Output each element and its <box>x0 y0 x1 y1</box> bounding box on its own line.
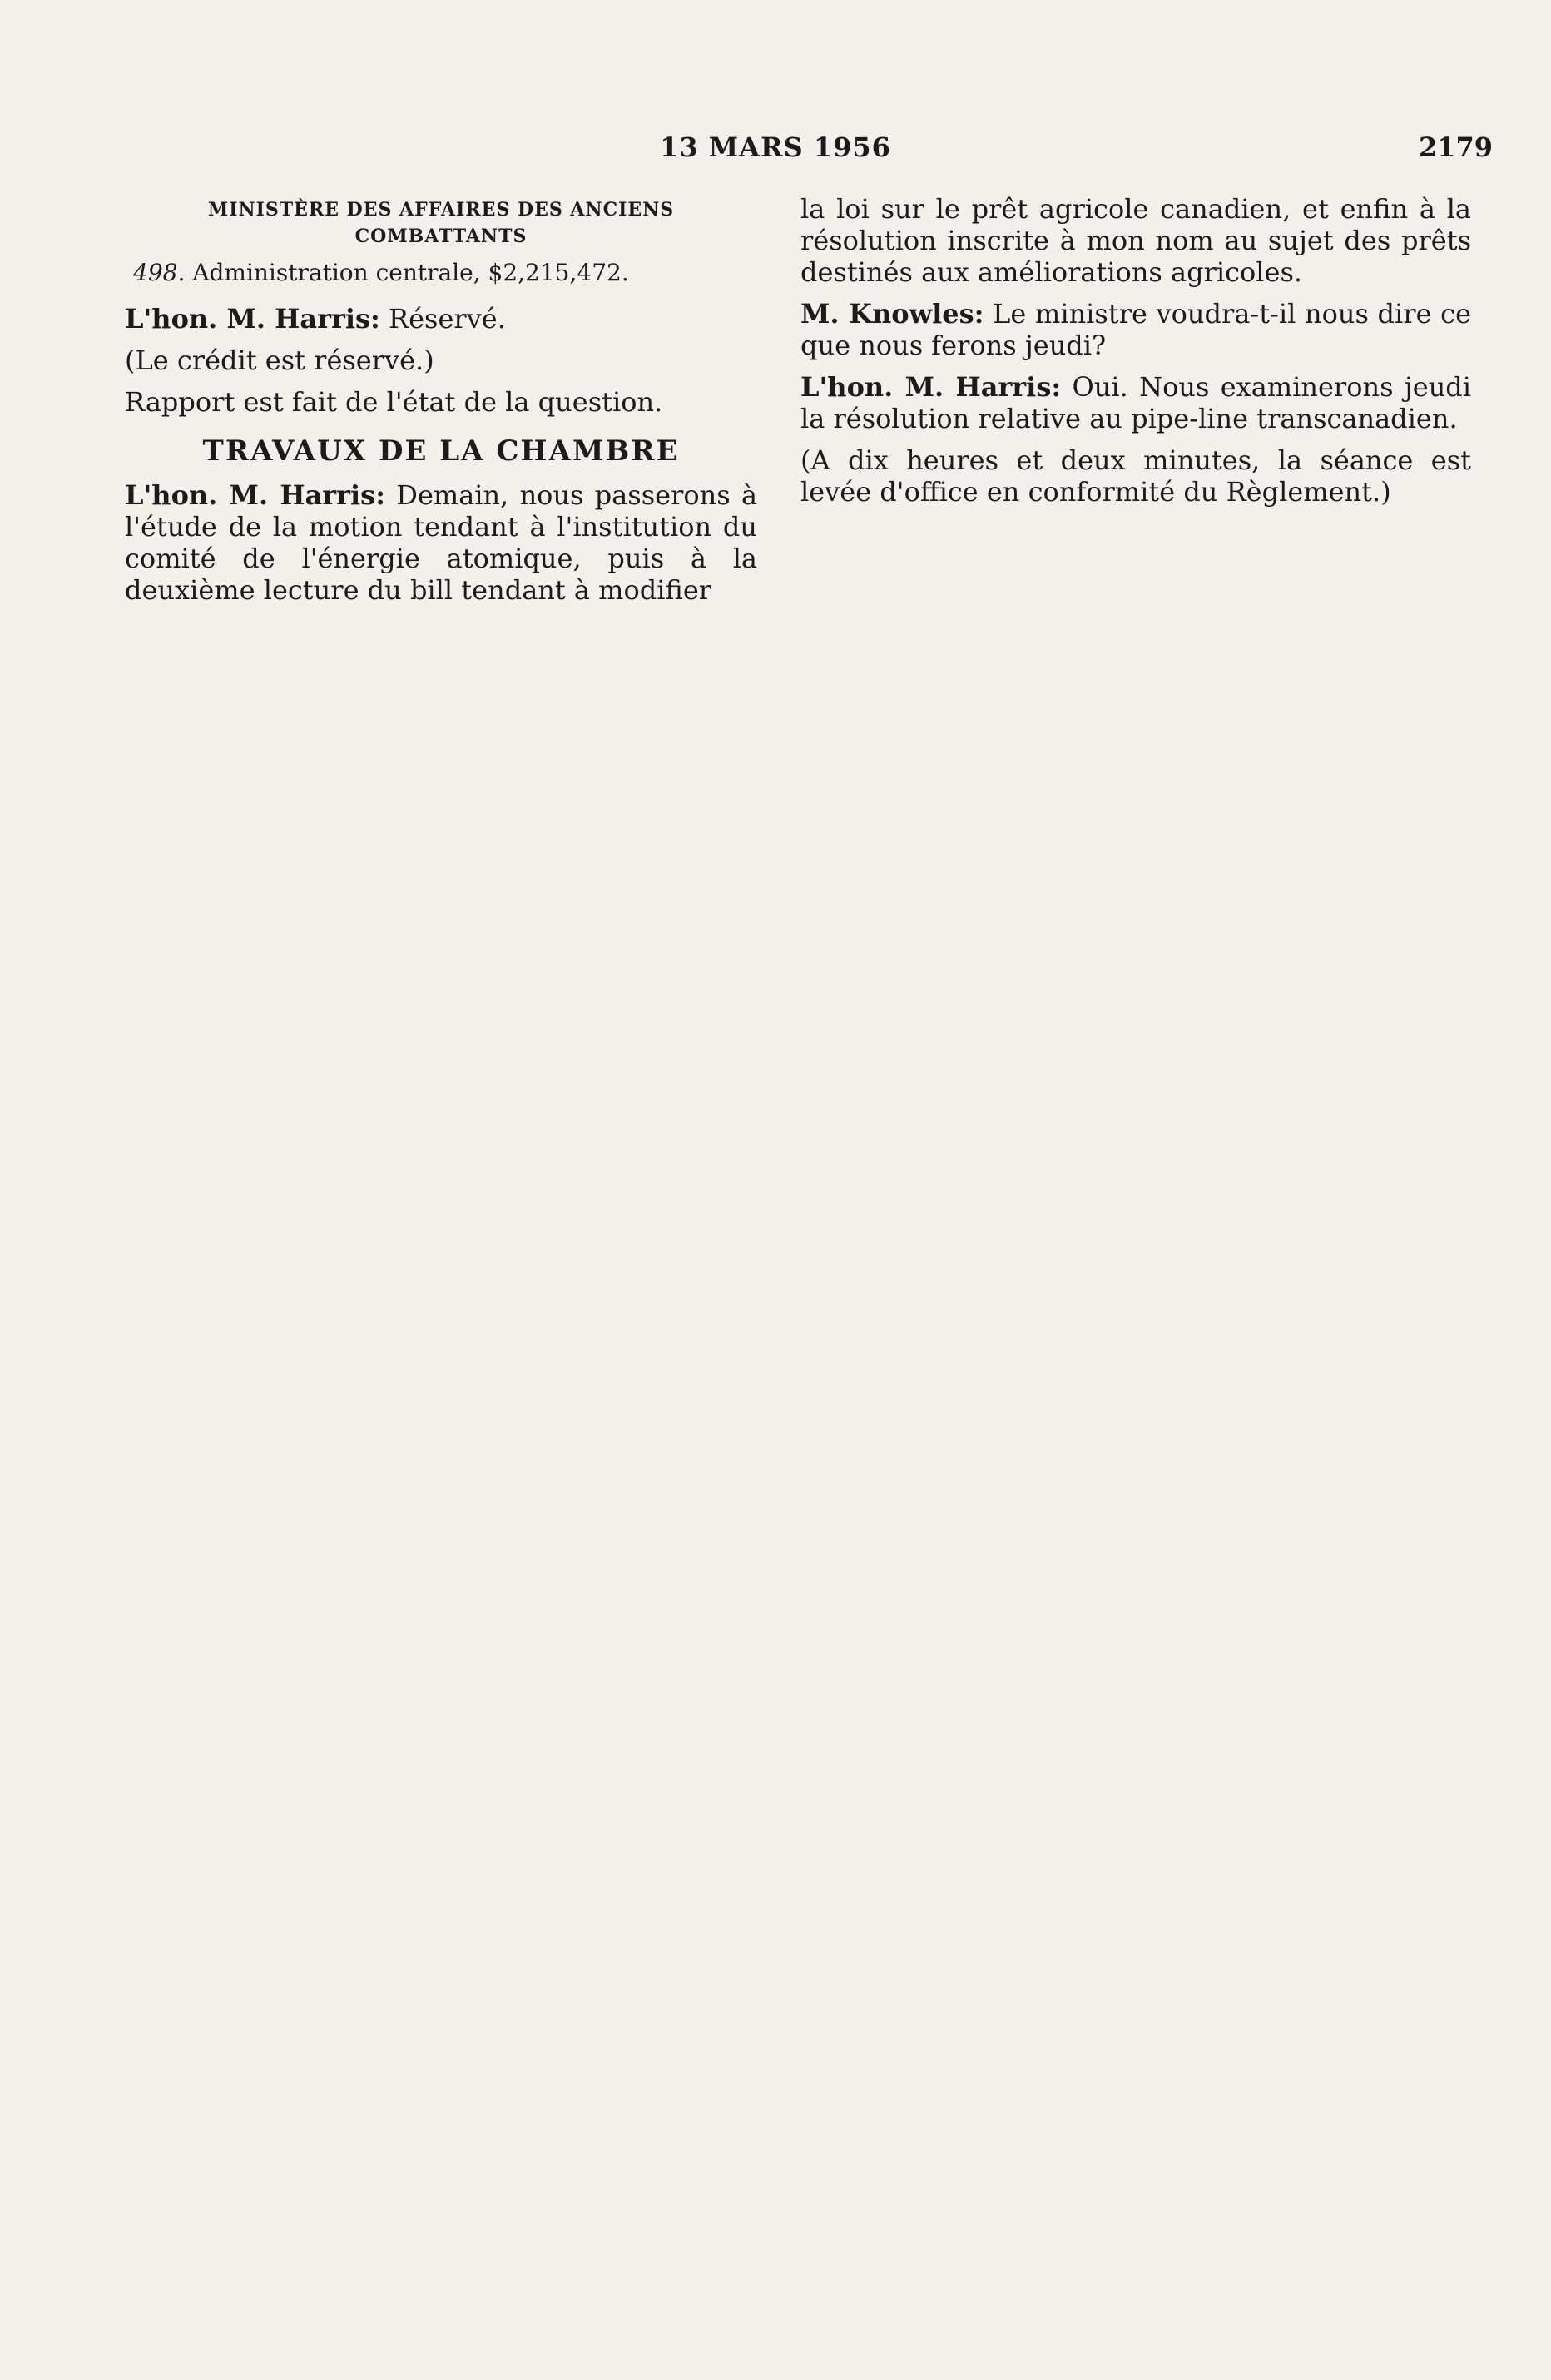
budget-item <box>133 258 757 288</box>
speech-text: Demain, nous passerons à l'étude de la motion tendant à l'institution du comité de l'énergie atomique, puis à la deuxième lecture du bill tendant à modifier <box>125 479 758 606</box>
report-line: Rapport est fait de l'état de la question. <box>125 386 663 418</box>
page-number: 2179 <box>1418 131 1493 163</box>
closing-note: (A dix heures et deux minutes, la séance est levée d'office en conformité du Règlement.) <box>800 444 1471 508</box>
running-header <box>0 131 1551 170</box>
ministry-heading: MINISTÈRE DES AFFAIRES DES ANCIENS COMBATTANTS <box>207 199 675 247</box>
speech-paragraph <box>125 479 757 606</box>
section-heading: TRAVAUX DE LA CHAMBRE <box>202 434 680 468</box>
speaker-name: L'hon. M. Harris: <box>125 479 386 511</box>
item-number: 498. <box>133 259 186 286</box>
speech-paragraph <box>125 303 757 335</box>
header-date: 13 MARS 1956 <box>660 131 891 163</box>
speech-text: Réservé. <box>389 303 506 335</box>
speech-text: Le ministre voudra-t-il nous dire ce que nous ferons jeudi? <box>800 298 1472 361</box>
speaker-name: L'hon. M. Harris: <box>125 303 380 335</box>
continuation-paragraph: la loi sur le prêt agricole canadien, et enfin à la résolution inscrite à mon nom au sujet des prêts destinés aux améliorations agricoles. <box>800 193 1471 288</box>
bleed-through-texture <box>799 583 1481 2247</box>
speech-paragraph <box>800 298 1471 361</box>
procedural-note: (Le crédit est réservé.) <box>125 345 434 376</box>
right-column <box>800 193 1471 518</box>
speaker-name: L'hon. M. Harris: <box>800 371 1062 403</box>
bleed-through-texture <box>100 632 766 2214</box>
speaker-name: M. Knowles: <box>800 298 984 330</box>
speech-paragraph <box>800 371 1471 434</box>
left-column <box>125 193 757 616</box>
speech-text: Oui. Nous examinerons jeudi la résolution relative au pipe-line transcanadien. <box>800 371 1472 434</box>
item-text: Administration centrale, $2,215,472. <box>192 259 629 286</box>
